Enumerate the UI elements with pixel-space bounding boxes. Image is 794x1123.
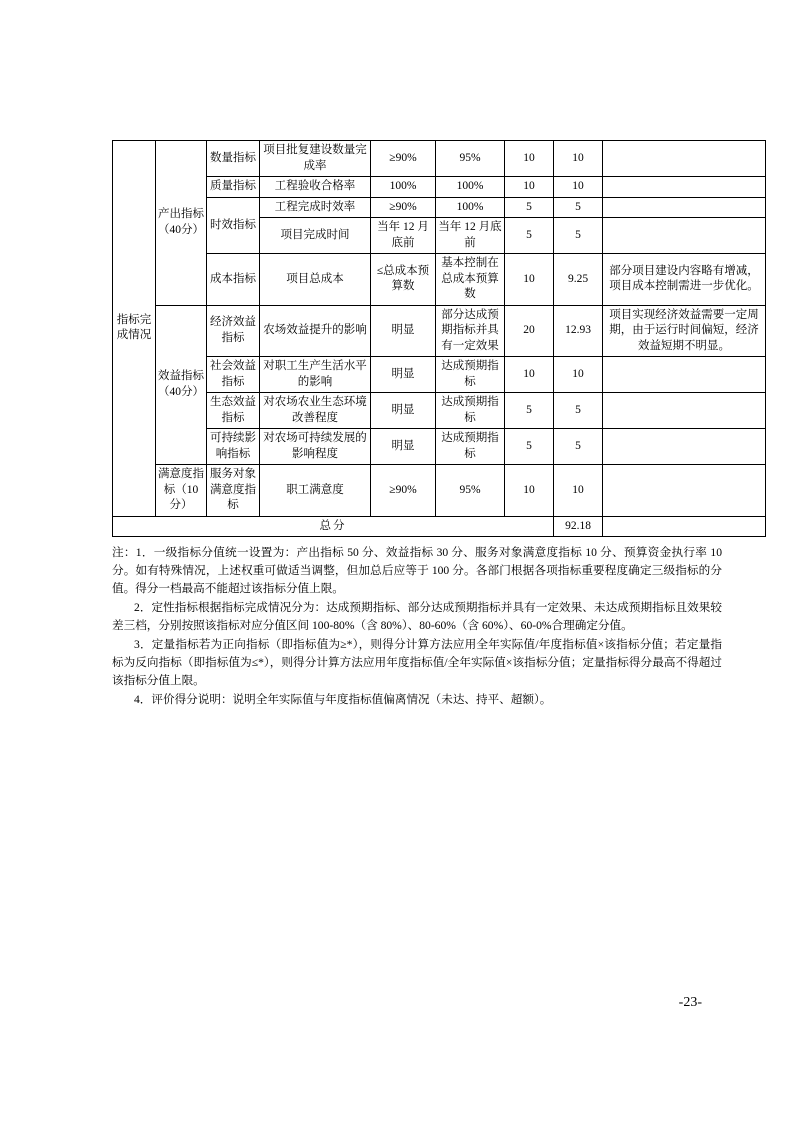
page-number: -23- <box>678 995 702 1010</box>
actual-value-cell: 达成预期指标 <box>436 357 505 393</box>
score-obtained-cell: 10 <box>554 465 603 517</box>
indicator-name-cell: 项目批复建设数量完成率 <box>260 141 371 177</box>
target-value-cell: ≥90% <box>371 465 436 517</box>
remark-cell <box>603 177 766 198</box>
category-cell-output: 产出指标（40分） <box>156 141 207 306</box>
target-value-cell: ≤总成本预算数 <box>371 254 436 306</box>
total-value-cell: 92.18 <box>554 516 603 537</box>
actual-value-cell: 部分达成预期指标并具有一定效果 <box>436 305 505 357</box>
score-obtained-cell: 12.93 <box>554 305 603 357</box>
subindicator-cell: 可持续影响指标 <box>207 429 260 465</box>
subindicator-cell: 服务对象满意度指标 <box>207 465 260 517</box>
score-obtained-cell: 9.25 <box>554 254 603 306</box>
score-weight-cell: 20 <box>505 305 554 357</box>
table-row <box>113 197 766 218</box>
footnotes <box>112 544 722 709</box>
table-row <box>113 465 766 517</box>
indicator-name-cell: 职工满意度 <box>260 465 371 517</box>
table-row <box>113 429 766 465</box>
target-value-cell: 明显 <box>371 393 436 429</box>
footnote-3: 3．定量指标若为正向指标（即指标值为≥*），则得分计算方法应用全年实际值/年度指标值×该指标分值；若定量指标为反向指标（即指标值为≤*），则得分计算方法应用年度指标值/全年实际值×该指标分值；定量指标得分最高不得超过该指标分值上限。 <box>112 638 722 688</box>
actual-value-cell: 95% <box>436 141 505 177</box>
indicator-name-cell: 项目完成时间 <box>260 218 371 254</box>
table-row <box>113 357 766 393</box>
remark-cell <box>603 218 766 254</box>
subindicator-cell: 时效指标 <box>207 197 260 254</box>
score-obtained-cell: 5 <box>554 393 603 429</box>
table-row <box>113 393 766 429</box>
footnote-1: 注：1．一级指标分值统一设置为：产出指标 50 分、效益指标 30 分、服务对象满意度指标 10 分、预算资金执行率 10 分。如有特殊情况，上述权重可做适当调整，但加总后应等于 100 分。各部门根据各项指标重要程度确定三级指标的分值。得分一档最高不能超过该指标分值上限。 <box>112 546 722 596</box>
subindicator-cell: 生态效益指标 <box>207 393 260 429</box>
footnote-2: 2．定性指标根据指标完成情况分为：达成预期指标、部分达成预期指标并具有一定效果、未达成预期指标且效果较差三档，分别按照该指标对应分值区间 100-80%（含 80%）、80-60%（含 60%）、60-0%合理确定分值。 <box>112 601 722 633</box>
indicator-name-cell: 项目总成本 <box>260 254 371 306</box>
subindicator-cell: 社会效益指标 <box>207 357 260 393</box>
subindicator-cell: 数量指标 <box>207 141 260 177</box>
score-weight-cell: 10 <box>505 254 554 306</box>
actual-value-cell: 达成预期指标 <box>436 429 505 465</box>
indicator-name-cell: 对职工生产生活水平的影响 <box>260 357 371 393</box>
score-weight-cell: 10 <box>505 357 554 393</box>
performance-evaluation-table <box>112 140 766 537</box>
indicator-name-cell: 工程验收合格率 <box>260 177 371 198</box>
score-obtained-cell: 5 <box>554 197 603 218</box>
score-weight-cell: 10 <box>505 465 554 517</box>
total-row <box>113 516 766 537</box>
score-weight-cell: 5 <box>505 429 554 465</box>
category-cell-benefit: 效益指标（40分） <box>156 305 207 465</box>
remark-cell: 部分项目建设内容略有增减，项目成本控制需进一步优化。 <box>603 254 766 306</box>
footnote-4: 4．评价得分说明：说明全年实际值与年度指标值偏离情况（未达、持平、超额）。 <box>134 693 552 707</box>
remark-cell <box>603 357 766 393</box>
score-weight-cell: 5 <box>505 393 554 429</box>
target-value-cell: 明显 <box>371 429 436 465</box>
target-value-cell: 当年 12 月底前 <box>371 218 436 254</box>
table-row <box>113 177 766 198</box>
score-obtained-cell: 5 <box>554 429 603 465</box>
table-row <box>113 305 766 357</box>
target-value-cell: 明显 <box>371 305 436 357</box>
score-obtained-cell: 10 <box>554 177 603 198</box>
subindicator-cell: 质量指标 <box>207 177 260 198</box>
subindicator-cell: 成本指标 <box>207 254 260 306</box>
target-value-cell: 100% <box>371 177 436 198</box>
indicator-name-cell: 对农场可持续发展的影响程度 <box>260 429 371 465</box>
score-obtained-cell: 5 <box>554 218 603 254</box>
actual-value-cell: 当年 12 月底前 <box>436 218 505 254</box>
actual-value-cell: 达成预期指标 <box>436 393 505 429</box>
remark-cell <box>603 429 766 465</box>
target-value-cell: ≥90% <box>371 197 436 218</box>
score-weight-cell: 10 <box>505 141 554 177</box>
remark-cell <box>603 393 766 429</box>
total-label-cell: 总分 <box>113 516 554 537</box>
table-row <box>113 254 766 306</box>
score-weight-cell: 10 <box>505 177 554 198</box>
target-value-cell: 明显 <box>371 357 436 393</box>
total-remark-cell <box>603 516 766 537</box>
score-weight-cell: 5 <box>505 197 554 218</box>
score-obtained-cell: 10 <box>554 141 603 177</box>
group-label-cell: 指标完成情况 <box>113 141 156 517</box>
category-cell-satisfaction: 满意度指标（10分） <box>156 465 207 517</box>
subindicator-cell: 经济效益指标 <box>207 305 260 357</box>
indicator-name-cell: 农场效益提升的影响 <box>260 305 371 357</box>
indicator-name-cell: 工程完成时效率 <box>260 197 371 218</box>
remark-cell: 项目实现经济效益需要一定周期，由于运行时间偏短，经济效益短期不明显。 <box>603 305 766 357</box>
remark-cell <box>603 197 766 218</box>
score-weight-cell: 5 <box>505 218 554 254</box>
actual-value-cell: 95% <box>436 465 505 517</box>
table-row <box>113 141 766 177</box>
actual-value-cell: 100% <box>436 197 505 218</box>
actual-value-cell: 基本控制在总成本预算数 <box>436 254 505 306</box>
indicator-name-cell: 对农场农业生态环境改善程度 <box>260 393 371 429</box>
target-value-cell: ≥90% <box>371 141 436 177</box>
remark-cell <box>603 141 766 177</box>
actual-value-cell: 100% <box>436 177 505 198</box>
remark-cell <box>603 465 766 517</box>
score-obtained-cell: 10 <box>554 357 603 393</box>
